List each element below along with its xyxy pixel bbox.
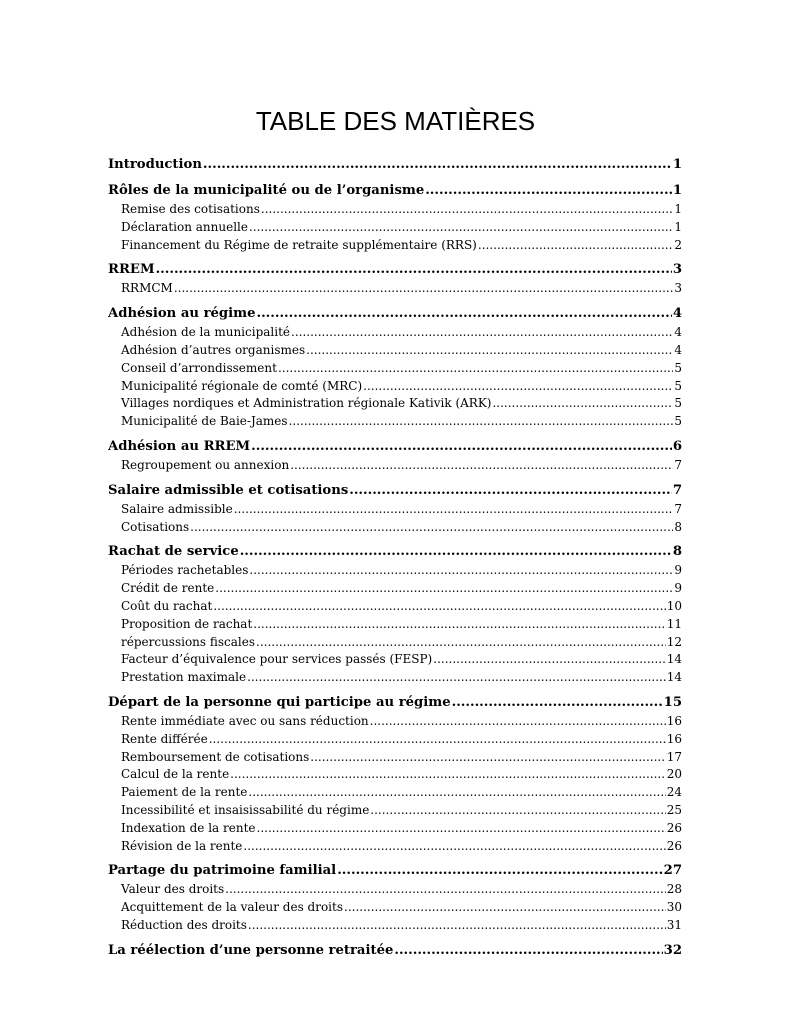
toc-entry-label: Introduction	[108, 157, 202, 172]
toc-subentry-label: Regroupement ou annexion	[121, 457, 290, 472]
toc-entry[interactable]	[108, 861, 682, 881]
toc-entry[interactable]	[108, 304, 682, 324]
toc-entry-page: 3	[672, 262, 682, 278]
toc-entry-page: 4	[672, 306, 682, 322]
dot-leader	[249, 219, 673, 237]
toc-section	[108, 941, 682, 961]
toc-subentry[interactable]	[108, 634, 682, 652]
toc-subentry-label: Villages nordiques et Administration régionale Kativik (ARK)	[121, 396, 492, 411]
dot-leader	[337, 861, 662, 881]
toc-subentry[interactable]	[108, 802, 682, 820]
dot-leader	[257, 820, 666, 838]
toc-subentry[interactable]	[108, 820, 682, 838]
dot-leader	[190, 519, 673, 537]
toc-subentry-page: 5	[674, 396, 682, 411]
dot-leader	[249, 562, 673, 580]
toc-subentry-label: Remise des cotisations	[121, 202, 260, 216]
toc-subentry[interactable]	[108, 562, 682, 580]
toc-subentry-page: 8	[674, 519, 682, 534]
toc-entry-page: 7	[672, 482, 682, 498]
dot-leader	[349, 481, 672, 501]
toc-entry-label: RREM	[108, 262, 155, 278]
toc-subentry-page: 1	[674, 219, 682, 234]
dot-leader	[243, 838, 665, 856]
toc-subentry[interactable]	[108, 519, 682, 537]
toc-section	[108, 693, 682, 855]
page-title: TABLE DES MATIÈRES	[255, 106, 536, 136]
toc-subentry[interactable]	[108, 501, 682, 519]
toc-subentry-page: 16	[666, 713, 682, 728]
dot-leader	[156, 260, 672, 280]
toc-subentry[interactable]	[108, 457, 682, 475]
toc-subentry[interactable]	[108, 237, 682, 255]
toc-subentry-label: Périodes rachetables	[121, 563, 249, 578]
toc-subentry-page: 3	[674, 281, 682, 296]
toc-section	[108, 861, 682, 934]
toc-subentry-label: Réduction des droits	[121, 917, 247, 932]
dot-leader	[213, 598, 665, 616]
dot-leader	[363, 378, 673, 396]
toc-entry-label: Départ de la personne qui participe au régime	[108, 694, 451, 710]
toc-entry[interactable]	[108, 181, 682, 201]
dot-leader	[248, 917, 666, 935]
toc-entry-page: 1	[672, 157, 682, 172]
toc-subentry-label: Déclaration annuelle	[121, 219, 248, 234]
toc-entry[interactable]	[108, 260, 682, 280]
toc-entry[interactable]	[108, 437, 682, 457]
toc-subentry-page: 2	[674, 237, 682, 252]
toc-subentry[interactable]	[108, 360, 682, 378]
toc-subentry-label: Indexation de la rente	[121, 820, 256, 835]
toc-entry-page: 1	[672, 183, 682, 198]
toc-subentry-label: Adhésion de la municipalité	[121, 325, 291, 340]
dot-leader	[174, 280, 674, 298]
toc-entry[interactable]	[108, 693, 682, 713]
toc-subentry[interactable]	[108, 378, 682, 396]
toc-subentry[interactable]	[108, 598, 682, 616]
dot-leader	[234, 501, 674, 519]
toc-subentry-label: Rente différée	[121, 731, 208, 746]
toc-subentry-label: Coût du rachat	[121, 598, 213, 613]
dot-leader	[256, 634, 666, 652]
toc-subentry-page: 25	[666, 802, 682, 817]
toc-subentry[interactable]	[108, 651, 682, 669]
dot-leader	[230, 766, 666, 784]
toc-subentry-label: Paiement de la rente	[121, 785, 248, 800]
toc-subentry[interactable]	[108, 280, 682, 298]
toc-subentry-page: 17	[666, 749, 682, 764]
toc-subentry[interactable]	[108, 766, 682, 784]
toc-subentry-page: 14	[666, 670, 682, 685]
toc-subentry-label: Acquittement de la valeur des droits	[121, 900, 343, 915]
toc-subentry-page: 26	[666, 820, 682, 835]
toc-subentry-label: Calcul de la rente	[121, 767, 230, 782]
toc-entry[interactable]	[108, 941, 682, 961]
toc-subentry-page: 12	[666, 634, 682, 649]
toc-subentry-label: Salaire admissible	[121, 501, 233, 516]
toc-entry-label: Adhésion au régime	[108, 306, 256, 322]
toc-subentry-page: 30	[666, 900, 682, 915]
toc-subentry-label: Incessibilité et insaisissabilité du régime	[121, 802, 370, 817]
toc-subentry-page: 31	[666, 917, 682, 932]
toc-subentry-label: Prestation maximale	[121, 670, 247, 685]
toc-subentry-page: 7	[674, 501, 682, 516]
toc-entry-page: 32	[663, 942, 682, 958]
toc-entry-page: 6	[672, 438, 682, 454]
toc-subentry-page: 5	[674, 414, 682, 429]
toc-subentry-label: RRMCM	[121, 281, 173, 296]
dot-leader	[425, 181, 672, 201]
toc-entry[interactable]	[108, 155, 682, 175]
dot-leader	[370, 713, 666, 731]
toc-subentry-label: Adhésion d’autres organismes	[121, 342, 306, 357]
toc-subentry-page: 26	[666, 838, 682, 853]
toc-entry-page: 8	[672, 544, 682, 560]
dot-leader	[248, 784, 665, 802]
toc-section	[108, 260, 682, 298]
toc-entry-page: 27	[663, 863, 682, 879]
toc-subentry-page: 5	[674, 378, 682, 393]
toc-subentry-page: 28	[666, 882, 682, 897]
toc-subentry-page: 5	[674, 360, 682, 375]
dot-leader	[225, 881, 666, 899]
toc-subentry-page: 4	[674, 325, 682, 340]
toc-entry-label: La réélection d’une personne retraitée	[108, 942, 394, 958]
dot-leader	[251, 437, 672, 457]
toc-subentry-label: Valeur des droits	[121, 882, 225, 897]
toc-subentry-label: Cotisations	[121, 519, 190, 534]
dot-leader	[478, 237, 673, 255]
toc-section	[108, 155, 682, 175]
toc-subentry-label: Révision de la rente	[121, 838, 243, 853]
toc-subentry-label: Rente immédiate avec ou sans réduction	[121, 713, 369, 728]
dot-leader	[310, 749, 665, 767]
dot-leader	[240, 542, 672, 562]
toc-subentry[interactable]	[108, 917, 682, 935]
toc-subentry-label: Remboursement de cotisations	[121, 749, 310, 764]
toc-subentry-page: 9	[674, 581, 682, 596]
dot-leader	[261, 201, 673, 219]
dot-leader	[256, 304, 671, 324]
toc-subentry[interactable]	[108, 219, 682, 237]
toc-section	[108, 542, 682, 687]
toc-subentry-page: 9	[674, 563, 682, 578]
dot-leader	[291, 324, 673, 342]
dot-leader	[370, 802, 665, 820]
toc-subentry-page: 11	[666, 616, 682, 631]
toc-entry-label: Partage du patrimoine familial	[108, 863, 337, 879]
toc-subentry-label: répercussions fiscales	[121, 634, 256, 649]
toc-subentry[interactable]	[108, 713, 682, 731]
toc-subentry-page: 4	[674, 342, 682, 357]
dot-leader	[215, 580, 673, 598]
table-of-contents	[108, 155, 682, 967]
toc-subentry[interactable]	[108, 201, 682, 219]
toc-entry-label: Rôles de la municipalité ou de l’organisme	[108, 183, 425, 198]
toc-entry[interactable]	[108, 481, 682, 501]
toc-subentry[interactable]	[108, 342, 682, 360]
toc-subentry-label: Facteur d’équivalence pour services passés (FESP)	[121, 652, 433, 667]
dot-leader	[433, 651, 665, 669]
dot-leader	[209, 731, 666, 749]
dot-leader	[278, 360, 673, 378]
dot-leader	[203, 155, 672, 175]
toc-entry-label: Salaire admissible et cotisations	[108, 482, 349, 498]
toc-subentry[interactable]	[108, 749, 682, 767]
toc-subentry[interactable]	[108, 580, 682, 598]
dot-leader	[290, 457, 673, 475]
toc-subentry-label: Crédit de rente	[121, 581, 215, 596]
toc-subentry-page: 24	[666, 785, 682, 800]
toc-section	[108, 304, 682, 431]
toc-subentry[interactable]	[108, 731, 682, 749]
toc-subentry-label: Municipalité de Baie-James	[121, 414, 288, 429]
toc-subentry-label: Proposition de rachat	[121, 616, 253, 631]
toc-subentry[interactable]	[108, 881, 682, 899]
toc-entry-label: Adhésion au RREM	[108, 438, 251, 454]
toc-subentry[interactable]	[108, 838, 682, 856]
toc-entry[interactable]	[108, 542, 682, 562]
toc-subentry[interactable]	[108, 784, 682, 802]
toc-section	[108, 181, 682, 254]
dot-leader	[452, 693, 663, 713]
toc-subentry-page: 7	[674, 457, 682, 472]
toc-subentry[interactable]	[108, 324, 682, 342]
toc-subentry-page: 10	[666, 598, 682, 613]
toc-section	[108, 437, 682, 475]
toc-entry-page: 15	[663, 694, 682, 710]
toc-subentry-label: Financement du Régime de retraite supplémentaire (RRS)	[121, 237, 477, 252]
dot-leader	[289, 413, 674, 431]
toc-subentry-page: 14	[666, 652, 682, 667]
toc-subentry[interactable]	[108, 616, 682, 634]
dot-leader	[306, 342, 673, 360]
dot-leader	[344, 899, 666, 917]
toc-subentry[interactable]	[108, 899, 682, 917]
toc-section	[108, 481, 682, 537]
dot-leader	[394, 941, 662, 961]
toc-subentry-label: Conseil d’arrondissement	[121, 360, 277, 375]
toc-subentry-page: 16	[666, 731, 682, 746]
dot-leader	[253, 616, 665, 634]
toc-subentry-page: 20	[666, 767, 682, 782]
toc-subentry[interactable]	[108, 395, 682, 413]
dot-leader	[492, 395, 673, 413]
toc-entry-label: Rachat de service	[108, 544, 239, 560]
toc-subentry-label: Municipalité régionale de comté (MRC)	[121, 378, 363, 393]
toc-subentry[interactable]	[108, 669, 682, 687]
toc-subentry-page: 1	[674, 202, 682, 216]
dot-leader	[247, 669, 666, 687]
toc-subentry[interactable]	[108, 413, 682, 431]
